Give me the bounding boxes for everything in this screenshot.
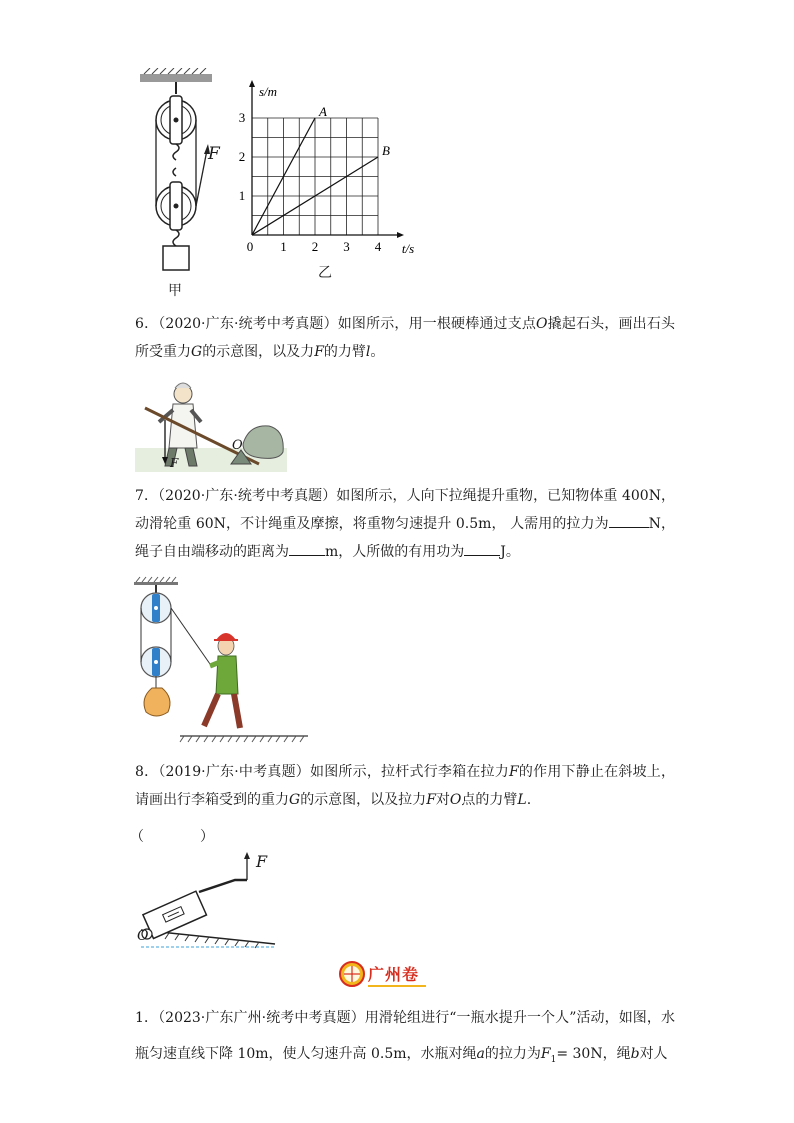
q6-var-f: F	[314, 344, 324, 360]
q8-var-f2: F	[426, 792, 436, 808]
q7-blank-2[interactable]	[289, 555, 325, 556]
q8-text1: 如图所示，拉杆式行李箱在拉力	[310, 764, 509, 780]
question-7	[135, 482, 675, 566]
q7-source: （2020·广东·统考中考真题）	[158, 488, 337, 504]
x-axis-arrowhead	[397, 232, 404, 238]
q6-text3: 的示意图，以及力	[202, 344, 315, 360]
question-1-guangzhou	[135, 1000, 675, 1078]
q6-end: 。	[370, 344, 385, 360]
q6-text4: 的力臂	[323, 344, 366, 360]
moving-pulley	[156, 168, 196, 246]
y-tick-label: 3	[238, 110, 246, 125]
st-chart	[232, 78, 422, 260]
weight-block	[163, 246, 189, 270]
q1-var-f1-sub: 1	[550, 1054, 557, 1065]
q6-var-g: G	[191, 344, 203, 360]
y-tick-label: 2	[238, 149, 246, 164]
question-6	[135, 310, 675, 366]
q8-end: .	[526, 792, 532, 808]
series-label-b: B	[382, 143, 390, 158]
q1-var-f1: F	[540, 1046, 551, 1062]
q8-var-o: O	[449, 792, 462, 808]
q8-text3: 的示意图，以及拉力	[300, 792, 427, 808]
q6-source: （2020·广东·统考中考真题）	[158, 316, 338, 332]
fixed-pulley	[156, 82, 196, 160]
y-axis-label: s/m	[258, 84, 278, 99]
pulley-person-figure	[128, 576, 318, 748]
q1-text3: 对人	[639, 1046, 668, 1062]
ceiling	[140, 74, 212, 82]
q6-fig-label-o: O	[232, 438, 243, 453]
q8-text2: 的作用下静止在斜坡上，请画出行李箱受到的重力	[135, 764, 676, 808]
q6-number: 6．	[135, 316, 159, 332]
y-tick-label: 1	[238, 188, 246, 203]
q7-text1: 如图所示，人向下拉绳提升重物，已知物体重 400N，动滑轮重 60N，不计绳重及摩擦，将重物匀速提升 0.5m， 人需用的拉力为	[135, 488, 676, 532]
series-label-a: A	[319, 104, 327, 119]
q7-text3: m，人所做的有用功为	[325, 544, 465, 560]
q8-force-arrowhead	[244, 852, 250, 859]
q8-suitcase	[143, 891, 207, 938]
q1-text1: 用滑轮组进行“一瓶水提升一个人”活动，如图，水瓶匀速直线下降 10m，使人匀速升高 0.5m，水瓶对绳	[135, 1010, 675, 1062]
section-title: 广州卷	[368, 965, 420, 984]
q8-var-l: L	[517, 792, 527, 808]
q7-sack	[144, 688, 170, 716]
section-header-guangzhou	[338, 958, 468, 990]
q1-f1-val: = 30N，绳	[556, 1046, 631, 1062]
q6-fig-label-f: F	[170, 456, 179, 470]
section-badge-icon	[338, 960, 366, 988]
section-underline	[368, 985, 426, 987]
q7-text2: N，绳子自由端移动的距离为	[135, 516, 675, 560]
x-tick-label: 0	[246, 239, 254, 254]
lever-figure	[135, 378, 287, 472]
q7-person	[204, 633, 240, 728]
force-arrow-line	[196, 150, 207, 206]
caption-yi: 乙	[318, 265, 332, 281]
q8-answer-paren[interactable]: （ ）	[130, 829, 214, 845]
x-tick-label: 3	[343, 239, 350, 254]
x-axis-label: t/s	[401, 241, 415, 256]
stone	[243, 426, 283, 459]
q8-source: （2019·广东·中考真题）	[158, 764, 310, 780]
q8-var-g: G	[289, 792, 301, 808]
q6-var-l: l	[365, 344, 371, 360]
y-axis-arrowhead	[249, 80, 255, 87]
q8-text4: 对	[435, 792, 450, 808]
q8-var-f: F	[508, 764, 519, 780]
x-tick-label: 2	[311, 239, 319, 254]
q1-number: 1．	[135, 1010, 159, 1026]
force-label-f: F	[208, 144, 220, 164]
q8-number: 8．	[135, 764, 159, 780]
q6-text2: 撬起石头，画出石头所受重力	[135, 316, 676, 360]
q7-ceiling	[134, 582, 178, 585]
q1-var-a: a	[476, 1046, 485, 1062]
q8-text5: 点的力臂	[461, 792, 518, 808]
q7-text4: J。	[500, 544, 520, 560]
q1-var-b: b	[630, 1046, 640, 1062]
q6-text1: 如图所示，用一根硬棒通过支点	[337, 316, 537, 332]
q6-var-o: O	[536, 316, 548, 332]
q8-fig-label-o: O	[137, 928, 149, 944]
question-8	[135, 758, 675, 814]
q1-source: （2023·广东广州·统考中考真题）	[158, 1010, 365, 1026]
x-tick-label: 4	[374, 239, 382, 254]
caption-jia: 甲	[168, 283, 182, 299]
q8-handle	[199, 880, 247, 892]
x-tick-label: 1	[280, 239, 287, 254]
q7-number: 7．	[135, 488, 159, 504]
q7-blank-3[interactable]	[464, 555, 500, 556]
q1-text2: 的拉力为	[484, 1046, 541, 1062]
q8-fig-label-f: F	[256, 852, 268, 871]
pulley-figure-jia	[130, 68, 230, 300]
q7-blank-1[interactable]	[609, 527, 649, 528]
